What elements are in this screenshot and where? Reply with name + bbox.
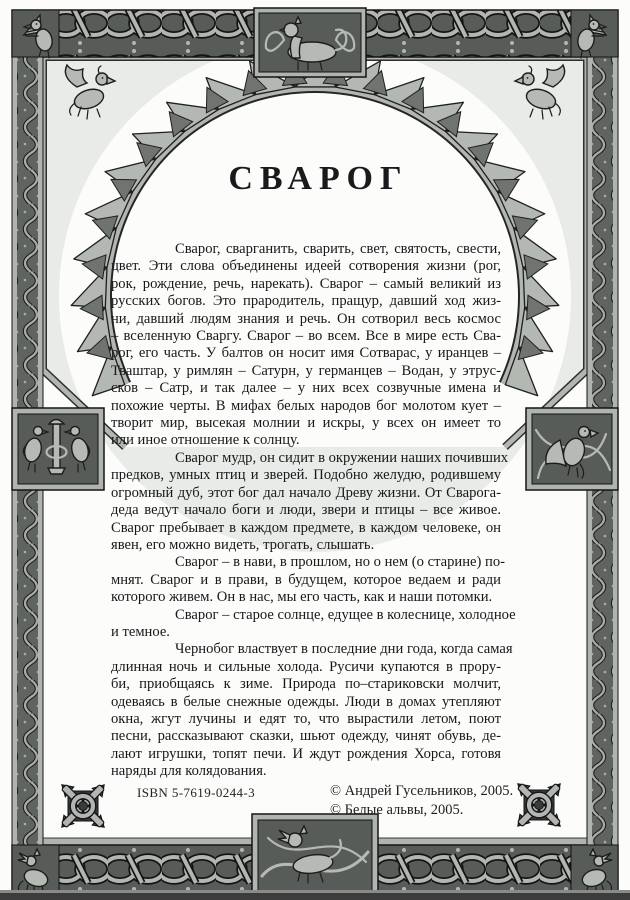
paragraph-line: окна, жгут лучины и едят то, что вырастили летом, поют <box>111 710 501 727</box>
copyright-block <box>330 782 513 819</box>
paragraph-line: цвет. Эти слова объединены идеей сотворения жизни (рог, <box>111 258 501 275</box>
paragraph-line: ни, давший людям знания и речь. Он сотворил весь космос <box>111 310 501 327</box>
paragraph-line: похожие черты. В мифах белых народов бог молотом кует – <box>111 397 501 414</box>
paragraph-line: Сварог, сварганить, сварить, свет, святость, свести, <box>175 241 501 257</box>
paragraph-line: длинная ночь и сильные холода. Русичи купаются в прору- <box>111 658 501 675</box>
paragraph-line: мнят. Сварог и в прави, в будущем, которое ведаем и ради <box>111 571 501 588</box>
copyright-line: © Андрей Гусельников, 2005. <box>330 783 514 799</box>
wolf-bottom-medallion <box>252 814 378 894</box>
panel-eagle-right <box>526 408 618 490</box>
paragraph-line: лают игрушки, топят печи. И ждут рождения Хорса, готовя <box>111 745 501 762</box>
page-title: СВАРОГ <box>228 160 409 197</box>
paragraph-line: рок, рождение, речь, нарекать). Сварог – самый великий из <box>111 275 501 292</box>
paragraph-line: песни, рассказывают сказки, шьют одежду, чинят обувь, де- <box>111 728 501 745</box>
paragraph-line: огромный дуб, этот бог дал начало Древу жизни. От Сварога- <box>111 484 501 501</box>
knot-rosette-right-icon <box>513 779 565 831</box>
paragraph-line: Тваштар, у римлян – Сатурн, у германцев – Водан, у этрус- <box>111 362 501 379</box>
paragraph-line: или иное отношение к солнцу. <box>111 432 300 449</box>
copyright-line: © Белые альвы, 2005. <box>330 801 464 818</box>
paragraph-line: и темное. <box>111 623 170 640</box>
sphinx-top-medallion <box>254 8 366 77</box>
body-text <box>111 241 516 781</box>
page-edge-shadow <box>0 890 630 893</box>
paragraph-line: сков – Сатр, и так далее – у них всех созвучные имена и <box>111 380 501 397</box>
paragraph-line: одеваясь в белые снежные одежды. Люди в домах утепляют <box>111 693 501 710</box>
paragraph-line: рог, его часть. У балтов он носит имя Сотварас, у иранцев – <box>111 345 501 362</box>
paragraph-line: деда ведут начало боги и люди, звери и птицы – все живое. <box>111 502 501 519</box>
paragraph-line: Сварог пребывает в каждом предмете, в каждом человеке, он <box>111 519 501 536</box>
paragraph-line: би, приобщаясь к зиме. Природа по–стариковски молчит, <box>111 676 501 693</box>
paragraph-line: явен, его можно видеть, трогать, слышать. <box>111 536 375 553</box>
panel-birds-tree-left <box>12 408 104 490</box>
paragraph-line: Сварог – старое солнце, едущее в колеснице, холодное <box>175 606 516 623</box>
isbn-text: ISBN 5-7619-0244-3 <box>137 785 256 800</box>
paragraph-line: которого живем. Он в нас, мы его часть, как и наши потомки. <box>111 589 493 606</box>
paragraph-line: Сварог мудр, он сидит в окружении наших почивших <box>175 449 509 466</box>
paragraph-line: творит мир, высекая молнии и искры, у всех он имеет то <box>111 415 501 432</box>
paragraph-line: Чернобог властвует в последние дни года, когда самая <box>175 641 513 658</box>
paragraph-line: предков, умных птиц и зверей. Подобно желудю, родившему <box>111 467 501 484</box>
paragraph-line: русских богов. Это прародитель, пращур, давший ход жиз- <box>111 293 501 310</box>
paragraph-line: Сварог – в нави, в прошлом, но о нем (о старине) по- <box>175 554 505 571</box>
paragraph-line: – вселенную Сваргу. Сварог – во всем. Все в мире есть Сва- <box>111 328 501 345</box>
knot-rosette-left-icon <box>57 780 109 832</box>
paragraph-line: наряды для колядования. <box>111 763 267 780</box>
